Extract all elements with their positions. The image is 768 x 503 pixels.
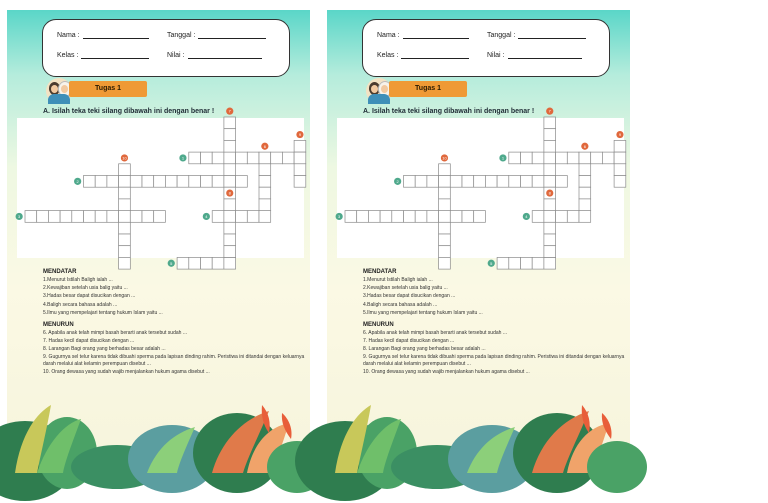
instruction-text: A. Isilah teka teki silang dibawah ini dengan benar !: [363, 108, 535, 115]
crossword-cell[interactable]: [439, 176, 451, 188]
crossword-cell[interactable]: [497, 257, 509, 269]
crossword-cell[interactable]: [404, 211, 416, 223]
crossword-cell[interactable]: [450, 211, 462, 223]
crossword-cell[interactable]: [224, 199, 236, 211]
crossword-cell[interactable]: [259, 152, 271, 164]
crossword-cell[interactable]: [579, 187, 591, 199]
clue-number: 2: [76, 178, 79, 184]
crossword-cell[interactable]: [544, 129, 556, 141]
crossword-cell[interactable]: [224, 246, 236, 258]
crossword-cell[interactable]: [201, 257, 213, 269]
crossword-cell[interactable]: [154, 211, 166, 223]
clue-down-7: 7. Hadas kecil dapat disucikan dengan ...: [43, 338, 135, 345]
tanggal-label: Tanggal :: [487, 32, 516, 39]
crossword-cell[interactable]: [462, 211, 474, 223]
crossword-cell[interactable]: [614, 164, 626, 176]
clue-down-10: 10. Orang dewasa yang sudah wajib menjalankan hukum agama disebut ...: [43, 368, 210, 375]
crossword-cell[interactable]: [119, 176, 131, 188]
clue-number: 9: [618, 132, 622, 138]
clue-number: 10: [442, 155, 447, 161]
crossword-cell[interactable]: [521, 176, 533, 188]
crossword-cell[interactable]: [532, 211, 544, 223]
crossword-cell[interactable]: [404, 176, 416, 188]
crossword-cell[interactable]: [224, 176, 236, 188]
crossword-cell[interactable]: [567, 211, 579, 223]
clue-across-5: 5.Ilmu yang mempelajari tentang hukum Islam yaitu ...: [43, 309, 163, 316]
crossword-cell[interactable]: [201, 152, 213, 164]
crossword-cell[interactable]: [119, 187, 131, 199]
tanggal-label: Tanggal :: [167, 32, 196, 39]
crossword-cell[interactable]: [142, 176, 154, 188]
crossword-cell[interactable]: [294, 176, 306, 188]
clue-across-4: 4.Baligh secara bahasa adalah ...: [43, 301, 118, 308]
clue-number-marker: [336, 213, 343, 220]
instruction-text: A. Isilah teka teki silang dibawah ini dengan benar !: [43, 108, 215, 115]
clue-number: 5: [490, 260, 493, 266]
crossword-cell[interactable]: [474, 176, 486, 188]
kelas-label: Kelas :: [377, 52, 399, 59]
crossword-cell[interactable]: [212, 257, 224, 269]
crossword-cell[interactable]: [84, 211, 96, 223]
crossword-cell[interactable]: [474, 211, 486, 223]
crossword-cell[interactable]: [177, 176, 189, 188]
clue-number-marker: [168, 260, 175, 267]
clue-across-3: 3.Hadas besar dapat disucikan dengan ...: [43, 293, 136, 300]
crossword-cell[interactable]: [201, 176, 213, 188]
crossword-cell[interactable]: [224, 129, 236, 141]
crossword-cell[interactable]: [521, 257, 533, 269]
crossword-cell[interactable]: [439, 211, 451, 223]
clue-number: 4: [205, 213, 208, 219]
menurun-heading: MENURUN: [363, 322, 394, 329]
crossword-cell[interactable]: [614, 140, 626, 152]
crossword-cell[interactable]: [614, 176, 626, 188]
crossword-cell[interactable]: [450, 176, 462, 188]
crossword-cell[interactable]: [345, 211, 357, 223]
crossword-cell[interactable]: [119, 246, 131, 258]
crossword-cell[interactable]: [224, 257, 236, 269]
clue-down-9: 9. Gugurnya sel telur karena tidak dibuahi sperma pada lapisan dinding rahim. Peristiwa ini ditandai dengan keluarnya darah melalui alat kelamin perempuan disebut ...: [363, 353, 625, 367]
nama-label: Nama :: [57, 32, 80, 39]
crossword-cell[interactable]: [439, 187, 451, 199]
crossword-cell[interactable]: [544, 257, 556, 269]
clue-number: 5: [170, 260, 173, 266]
clue-number: 2: [396, 178, 399, 184]
crossword-cell[interactable]: [532, 152, 544, 164]
nama-field[interactable]: [57, 32, 149, 39]
crossword-cell[interactable]: [224, 164, 236, 176]
clue-down-6: 6. Apabila anak telah mimpi basah berarti anak tersebut sudah ...: [43, 330, 187, 337]
clue-across-2: 2.Kewajiban setelah usia balig yaitu ...: [363, 285, 448, 292]
clue-number: 1: [181, 155, 185, 161]
crossword-cell[interactable]: [224, 211, 236, 223]
crossword-cell[interactable]: [212, 152, 224, 164]
clue-number-marker: [226, 108, 233, 115]
clue-number-marker: [616, 131, 623, 138]
nilai-label: Nilai :: [167, 52, 185, 59]
crossword-cell[interactable]: [439, 199, 451, 211]
task-banner: Tugas 1: [69, 81, 147, 97]
crossword-cell[interactable]: [95, 176, 107, 188]
crossword-cell[interactable]: [415, 176, 427, 188]
crossword-cell[interactable]: [294, 152, 306, 164]
crossword-cell[interactable]: [119, 222, 131, 234]
crossword-cell[interactable]: [509, 152, 521, 164]
clue-number: 8: [228, 190, 231, 196]
tanggal-field[interactable]: [487, 32, 586, 39]
clue-number: 3: [338, 213, 341, 219]
clue-number: 7: [548, 108, 551, 114]
clue-across-2: 2.Kewajiban setelah usia balig yaitu ...: [43, 285, 128, 292]
nilai-label: Nilai :: [487, 52, 505, 59]
clue-number-marker: [296, 131, 303, 138]
crossword-cell[interactable]: [462, 176, 474, 188]
crossword-cell[interactable]: [72, 211, 84, 223]
crossword-cell[interactable]: [130, 176, 142, 188]
crossword-cell[interactable]: [579, 176, 591, 188]
crossword-cell[interactable]: [236, 176, 248, 188]
clue-across-4: 4.Baligh secara bahasa adalah ...: [363, 301, 438, 308]
crossword-cell[interactable]: [556, 176, 568, 188]
crossword-cell[interactable]: [154, 176, 166, 188]
clue-down-8: 8. Larangan Bagi orang yang berhadas besar adalah ...: [43, 346, 166, 353]
crossword-cell[interactable]: [439, 234, 451, 246]
clue-number: 1: [501, 155, 505, 161]
crossword-cell[interactable]: [415, 211, 427, 223]
crossword-cell[interactable]: [497, 176, 509, 188]
clue-number: 8: [548, 190, 551, 196]
crossword-cell[interactable]: [427, 176, 439, 188]
crossword-cell[interactable]: [544, 199, 556, 211]
crossword-cell[interactable]: [380, 211, 392, 223]
crossword-cell[interactable]: [544, 246, 556, 258]
crossword-cell[interactable]: [294, 164, 306, 176]
crossword-cell[interactable]: [271, 152, 283, 164]
crossword-cell[interactable]: [259, 199, 271, 211]
nama-label: Nama :: [377, 32, 400, 39]
clue-number: 7: [228, 108, 231, 114]
crossword-cell[interactable]: [189, 257, 201, 269]
clue-number: 3: [18, 213, 21, 219]
clue-section: [363, 269, 625, 376]
crossword-cell[interactable]: [224, 117, 236, 129]
mendatar-heading: MENDATAR: [363, 269, 397, 275]
crossword-cell[interactable]: [212, 211, 224, 223]
crossword-cell[interactable]: [439, 257, 451, 269]
clue-number-marker: [581, 143, 588, 150]
clue-across-3: 3.Hadas besar dapat disucikan dengan ...: [363, 293, 456, 300]
crossword-cell[interactable]: [259, 176, 271, 188]
clue-across-1: 1.Menurut Istilah Baligh ialah ...: [43, 277, 113, 283]
crossword-cell[interactable]: [60, 211, 72, 223]
worksheet-page-right: [327, 10, 630, 473]
clue-number: 4: [525, 213, 528, 219]
crossword-cell[interactable]: [556, 211, 568, 223]
foliage-decoration: [7, 383, 310, 473]
crossword-cell[interactable]: [544, 117, 556, 129]
crossword-cell[interactable]: [224, 152, 236, 164]
crossword-cell[interactable]: [567, 152, 579, 164]
crossword-cell[interactable]: [591, 152, 603, 164]
crossword-cell[interactable]: [119, 164, 131, 176]
crossword-cell[interactable]: [236, 152, 248, 164]
clue-number-marker: [16, 213, 23, 220]
crossword-cell[interactable]: [294, 140, 306, 152]
nilai-field[interactable]: [487, 52, 582, 59]
crossword-cell[interactable]: [259, 164, 271, 176]
crossword-cell[interactable]: [439, 246, 451, 258]
kelas-field[interactable]: [57, 52, 149, 59]
clue-number-marker: [74, 178, 81, 185]
clue-number-marker: [203, 213, 210, 220]
crossword-cell[interactable]: [521, 152, 533, 164]
mendatar-heading: MENDATAR: [43, 269, 77, 275]
clue-number-marker: [394, 178, 401, 185]
crossword-cell[interactable]: [177, 257, 189, 269]
clue-number: 10: [122, 155, 127, 161]
clue-across-1: 1.Menurut Istilah Baligh ialah ...: [363, 277, 433, 283]
crossword-cell[interactable]: [544, 152, 556, 164]
clue-section: [43, 269, 305, 376]
crossword-cell[interactable]: [579, 164, 591, 176]
crossword-cell[interactable]: [119, 234, 131, 246]
crossword-cell[interactable]: [130, 211, 142, 223]
nama-field[interactable]: [377, 32, 469, 39]
clue-number-marker: [499, 154, 506, 161]
clue-number-marker: [121, 154, 128, 161]
student-info-box: [362, 19, 610, 77]
crossword-cell[interactable]: [189, 176, 201, 188]
crossword-cell[interactable]: [165, 176, 177, 188]
crossword-cell[interactable]: [579, 211, 591, 223]
crossword-cell[interactable]: [37, 211, 49, 223]
crossword-cell[interactable]: [259, 187, 271, 199]
crossword-cell[interactable]: [48, 211, 60, 223]
crossword-cell[interactable]: [544, 176, 556, 188]
crossword-cell[interactable]: [247, 211, 259, 223]
clue-number-marker: [546, 108, 553, 115]
clue-down-7: 7. Hadas kecil dapat disucikan dengan ...: [363, 338, 455, 345]
crossword-cell[interactable]: [189, 152, 201, 164]
crossword-cell[interactable]: [509, 257, 521, 269]
crossword-cell[interactable]: [212, 176, 224, 188]
tanggal-field[interactable]: [167, 32, 266, 39]
crossword-cell[interactable]: [119, 199, 131, 211]
crossword-cell[interactable]: [119, 211, 131, 223]
crossword-cell[interactable]: [556, 152, 568, 164]
crossword-cell[interactable]: [439, 164, 451, 176]
crossword-cell[interactable]: [142, 211, 154, 223]
crossword-cell[interactable]: [224, 234, 236, 246]
crossword-cell[interactable]: [544, 234, 556, 246]
crossword-cell[interactable]: [532, 176, 544, 188]
crossword-cell[interactable]: [107, 176, 119, 188]
crossword-cell[interactable]: [95, 211, 107, 223]
crossword-cell[interactable]: [119, 257, 131, 269]
clue-down-9: 9. Gugurnya sel telur karena tidak dibuahi sperma pada lapisan dinding rahim. Peristiwa ini ditandai dengan keluarnya darah melalui alat kelamin perempuan disebut ...: [43, 353, 305, 367]
clue-number-marker: [523, 213, 530, 220]
crossword-cell[interactable]: [579, 199, 591, 211]
clue-down-6: 6. Apabila anak telah mimpi basah berarti anak tersebut sudah ...: [363, 330, 507, 337]
clue-across-5: 5.Ilmu yang mempelajari tentang hukum Islam yaitu ...: [363, 309, 483, 316]
clue-number-marker: [441, 154, 448, 161]
crossword-cell[interactable]: [236, 211, 248, 223]
student-info-box: [42, 19, 290, 77]
crossword-cell[interactable]: [224, 222, 236, 234]
crossword-cell[interactable]: [602, 152, 614, 164]
clue-number: 6: [583, 143, 586, 149]
clue-number-marker: [261, 143, 268, 150]
clue-number: 9: [298, 132, 302, 138]
crossword-cell[interactable]: [509, 176, 521, 188]
clue-down-8: 8. Larangan Bagi orang yang berhadas besar adalah ...: [363, 346, 486, 353]
crossword-cell[interactable]: [259, 211, 271, 223]
crossword-cell[interactable]: [544, 164, 556, 176]
crossword-cell[interactable]: [392, 211, 404, 223]
clue-number: 6: [263, 143, 266, 149]
crossword-cell[interactable]: [368, 211, 380, 223]
worksheet-page-left: [7, 10, 310, 473]
nilai-field[interactable]: [167, 52, 262, 59]
crossword-cell[interactable]: [439, 222, 451, 234]
crossword-cell[interactable]: [107, 211, 119, 223]
crossword-cell[interactable]: [544, 140, 556, 152]
crossword-cell[interactable]: [544, 211, 556, 223]
crossword-cell[interactable]: [544, 222, 556, 234]
crossword-cell[interactable]: [579, 152, 591, 164]
crossword-cell[interactable]: [532, 257, 544, 269]
menurun-heading: MENURUN: [43, 322, 74, 329]
crossword-cell[interactable]: [485, 176, 497, 188]
clue-number-marker: [179, 154, 186, 161]
clue-number-marker: [546, 189, 553, 196]
clue-down-10: 10. Orang dewasa yang sudah wajib menjalankan hukum agama disebut ...: [363, 368, 530, 375]
crossword-cell[interactable]: [84, 176, 96, 188]
crossword-cell[interactable]: [25, 211, 37, 223]
task-banner: Tugas 1: [389, 81, 467, 97]
clue-number-marker: [488, 260, 495, 267]
kelas-field[interactable]: [377, 52, 469, 59]
crossword-cell[interactable]: [282, 152, 294, 164]
crossword-cell[interactable]: [224, 140, 236, 152]
crossword-cell[interactable]: [247, 152, 259, 164]
clue-number-marker: [226, 189, 233, 196]
foliage-decoration: [327, 383, 630, 473]
crossword-cell[interactable]: [614, 152, 626, 164]
crossword-cell[interactable]: [427, 211, 439, 223]
kelas-label: Kelas :: [57, 52, 79, 59]
crossword-cell[interactable]: [357, 211, 369, 223]
